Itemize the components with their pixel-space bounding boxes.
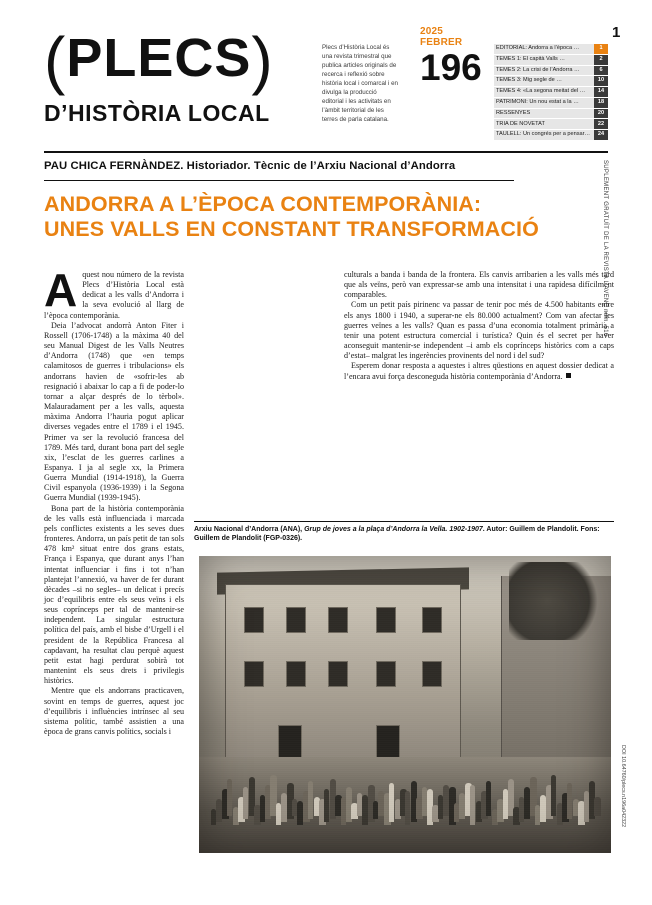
caption-divider <box>194 521 614 522</box>
issue-block <box>420 26 488 88</box>
toc-label: RESSENYES <box>494 109 594 119</box>
body-paragraph <box>344 300 614 361</box>
toc-label: PATRIMONI: Un nou estat a la … <box>494 98 594 108</box>
body-text-6: Com un petit país pirinenc va passar de tenir poc més de 4.500 habitants entre els anys 1800 i 1940, a superar-ne els 80.000 actualment? Com van afectar les guerres veïnes a les valls? Quan es passa d’una economia totalment primària a tenir una potent estructura comercial i turística? Quin és el secret per haver aconseguit mantenir-se independent –i amb els coprínceps històrics com a caps d’estat– malgrat les ingerències provinents del nord i del sud? <box>344 300 614 361</box>
article-title-line2: UNES VALLS EN CONSTANT TRANSFORMACIÓ <box>44 217 539 242</box>
logo-subtitle: D’HISTÒRIA LOCAL <box>44 100 270 126</box>
toc-row[interactable] <box>494 118 608 129</box>
caption-pre: Arxiu Nacional d’Andorra (ANA), <box>194 526 305 533</box>
doi-side-note: DOI 10.64760/plecs.n196a042322 <box>620 745 626 828</box>
logo-word: PLECS <box>66 28 252 88</box>
byline: PAU CHICA FERNÀNDEZ. Historiador. Tècnic de l’Arxiu Nacional d’Andorra <box>44 160 456 172</box>
page-number: 1 <box>612 24 621 41</box>
toc-page-number: 2 <box>594 55 608 65</box>
body-column-1 <box>44 264 184 737</box>
masthead <box>44 24 324 127</box>
table-of-contents <box>494 43 608 140</box>
toc-row[interactable] <box>494 129 608 140</box>
body-text-5: culturals a banda i banda de la frontera. Els canvis arribarien a les valls més tard que als veïns, però van expressar-se amb una intensitat i una rapidesa difícilment comparables. <box>344 270 614 300</box>
toc-row[interactable] <box>494 75 608 86</box>
toc-row[interactable] <box>494 86 608 97</box>
toc-page-number: 18 <box>594 98 608 108</box>
body-paragraph <box>44 321 184 504</box>
toc-page-number: 10 <box>594 76 608 86</box>
toc-row[interactable] <box>494 108 608 119</box>
historical-photograph <box>199 556 611 853</box>
article-title-line1: ANDORRA A L’ÈPOCA CONTEMPORÀNIA: <box>44 192 482 216</box>
drop-cap: A <box>44 264 78 316</box>
body-paragraph <box>344 270 614 300</box>
body-text-1: quest nou número de la revista Plecs d’Història Local està dedicat a les valls d’Andorra i la seva evolució al llarg de l’època contemporània. <box>44 270 184 320</box>
toc-label: TAULELL: Un congrés per a pensar… <box>494 130 594 140</box>
body-text-3: Bona part de la història contemporània de les valls està influenciada i marcada pels conflictes existents a les seves dues fronteres. Andorra, un país petit de tan sols 478 km² situat entre dos grans estats, França i Espanya, que durant anys l’han intentat influenciar i fins i tot n’han plantejat l’annexió, va haver de fer durant dècades –si no segles– un delicat i precís joc d’equilibris entre els seus veïns i els seus coprínceps per tal de mantenir-se independent. La singular estructura política del país, amb el bisbe d’Urgell i el president de la República Francesa al capdavant, ha resultat clau perquè aquest petit estat hagi perdurat sobirà tot mantenint els seus drets i privilegis històrics. <box>44 503 184 686</box>
toc-page-number: 6 <box>594 66 608 76</box>
logo-title <box>44 24 324 96</box>
photo-caption <box>194 525 614 544</box>
toc-label: TEMES 1: El capità Valls … <box>494 55 594 65</box>
toc-row[interactable] <box>494 97 608 108</box>
toc-page-number: 14 <box>594 87 608 97</box>
masthead-blurb: Plecs d’Història Local és una revista trimestral que publica articles originals de recerca i reflexió sobre història local i comarcal i en divulga la producció editorial i les activitats en l’àmbit territorial de les terres de parla catalana. <box>322 44 398 123</box>
toc-label: TEMES 2: La crisi de l’Andorra … <box>494 66 594 76</box>
toc-label: TEMES 3: Mig segle de … <box>494 76 594 86</box>
body-text-4: Mentre que els andorrans practicaven, sovint en temps de guerres, aquest joc d’equilibris i influències intrínsec al seu sistema polític, també assistien a una època de grans canvis polítics, socials i <box>44 686 184 737</box>
body-paragraph <box>44 264 184 321</box>
toc-page-number: 24 <box>594 130 608 140</box>
toc-row[interactable] <box>494 65 608 76</box>
body-paragraph <box>44 504 184 687</box>
caption-post: . Autor: Guillem de Plandolit. Fons: Guillem de Plandolit (FGP-0326). <box>194 526 600 543</box>
caption-title: Grup de joves a la plaça d’Andorra la Vella. 1902-1907 <box>304 526 483 533</box>
body-column-2 <box>344 270 614 382</box>
logo-paren-close: ) <box>251 24 274 96</box>
photo-vignette <box>199 556 611 853</box>
toc-label: TEMES 4: «La segona meitat del … <box>494 87 594 97</box>
toc-label: EDITORIAL: Andorra a l’època … <box>494 44 594 54</box>
toc-row[interactable] <box>494 54 608 65</box>
toc-page-number: 1 <box>594 44 608 54</box>
header-divider <box>44 151 608 153</box>
toc-page-number: 22 <box>594 119 608 129</box>
supplement-side-note: SUPLEMENT GRATUÏT DE LA REVISTA L’AVENÇ núm. 516 <box>602 160 608 337</box>
toc-row[interactable] <box>494 43 608 54</box>
end-mark <box>566 373 571 378</box>
body-paragraph <box>44 686 184 737</box>
article-title <box>44 192 564 243</box>
issue-date: 2025 FEBRER <box>420 26 463 48</box>
issue-number: 196 <box>420 47 482 88</box>
body-text-7: Esperem donar resposta a aquestes i altres qüestions en aquest dossier dedicat a l’encara avui força desconeguda història contemporània d’Andorra. <box>344 361 614 381</box>
logo-paren-open: ( <box>44 24 67 96</box>
body-text-2: Deia l’advocat andorrà Anton Fiter i Rossell (1706-1748) a la màxima 40 del seu Manual Digest de les Valls Neutres d’Andorra (1748) que «en temps calamitosos de guerres i tribulacions» els andorrans havien de «sofrir-les ab resignació i abaixar lo cap a fi de poder-lo tornar a alçar després de lo tèrbol». Malauradament per a les valls, aquesta màxima Andorra l’hauria pogut aplicar diverses vegades entre el 1789 i el 1945. Primer va ser la revolució francesa del 1789. Més tard, durant bona part del segle xix, l’esclat de les guerres carlines a Espanya. I ja al segle xx, la Primera Guerra Mundial (1914-1918), la Guerra Civil espanyola (1936-1939) i la Segona Guerra Mundial (1939-1945). <box>44 320 184 503</box>
toc-label: TRIA DE NOVETAT <box>494 119 594 129</box>
toc-page-number: 20 <box>594 109 608 119</box>
body-paragraph <box>344 361 614 381</box>
byline-divider <box>44 180 514 181</box>
